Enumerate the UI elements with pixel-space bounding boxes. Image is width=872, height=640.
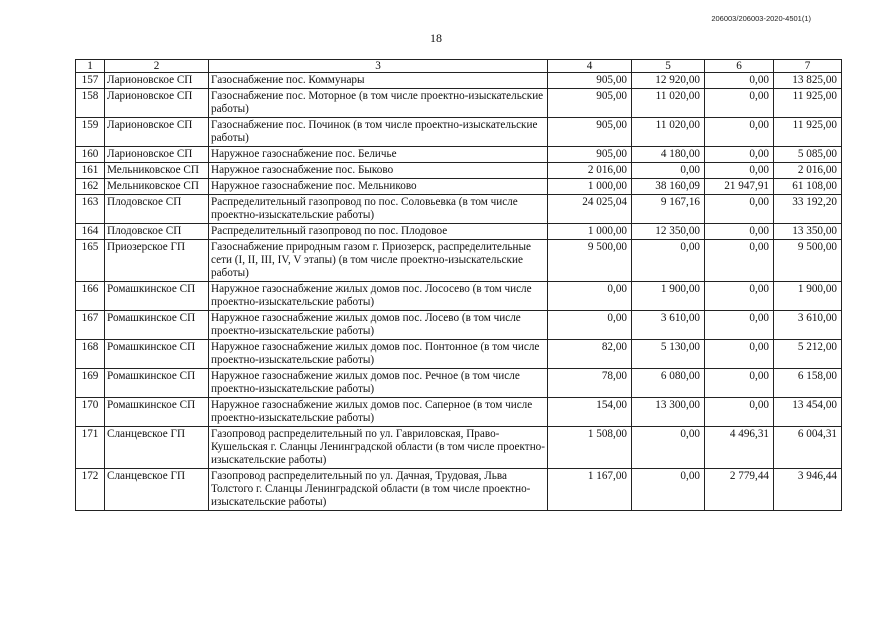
municipality-cell: Плодовское СП bbox=[105, 224, 209, 240]
table-row bbox=[76, 282, 842, 311]
column-header: 4 bbox=[548, 60, 632, 73]
municipality-cell: Ларионовское СП bbox=[105, 73, 209, 89]
table-row bbox=[76, 240, 842, 282]
column-header: 1 bbox=[76, 60, 105, 73]
value-cell-7: 5 085,00 bbox=[774, 147, 842, 163]
document-id: 206003/206003-2020-4501(1) bbox=[711, 14, 811, 23]
row-number: 161 bbox=[76, 163, 105, 179]
value-cell-4: 905,00 bbox=[548, 147, 632, 163]
value-cell-6: 4 496,31 bbox=[705, 427, 774, 469]
value-cell-5: 12 350,00 bbox=[632, 224, 705, 240]
value-cell-5: 9 167,16 bbox=[632, 195, 705, 224]
description-cell: Газопровод распределительный по ул. Гавриловская, Право-Кушельская г. Сланцы Ленинградской области (в том числе проектно-изыскательские работы) bbox=[209, 427, 548, 469]
value-cell-4: 0,00 bbox=[548, 311, 632, 340]
value-cell-7: 3 946,44 bbox=[774, 469, 842, 511]
value-cell-6: 2 779,44 bbox=[705, 469, 774, 511]
value-cell-4: 1 167,00 bbox=[548, 469, 632, 511]
description-cell: Газопровод распределительный по ул. Дачная, Трудовая, Льва Толстого г. Сланцы Ленинградской области (в том числе проектно-изыскательские работы) bbox=[209, 469, 548, 511]
description-cell: Газоснабжение пос. Моторное (в том числе проектно-изыскательские работы) bbox=[209, 89, 548, 118]
municipality-cell: Плодовское СП bbox=[105, 195, 209, 224]
value-cell-5: 0,00 bbox=[632, 427, 705, 469]
table-row bbox=[76, 89, 842, 118]
row-number: 170 bbox=[76, 398, 105, 427]
value-cell-6: 0,00 bbox=[705, 369, 774, 398]
municipality-cell: Ромашкинское СП bbox=[105, 311, 209, 340]
municipality-cell: Мельниковское СП bbox=[105, 179, 209, 195]
value-cell-6: 21 947,91 bbox=[705, 179, 774, 195]
table-body bbox=[76, 73, 842, 511]
row-number: 168 bbox=[76, 340, 105, 369]
row-number: 169 bbox=[76, 369, 105, 398]
page-number: 18 bbox=[430, 31, 442, 45]
table-row bbox=[76, 340, 842, 369]
column-header: 5 bbox=[632, 60, 705, 73]
row-number: 166 bbox=[76, 282, 105, 311]
value-cell-5: 0,00 bbox=[632, 240, 705, 282]
description-cell: Наружное газоснабжение жилых домов пос. Понтонное (в том числе проектно-изыскательские работы) bbox=[209, 340, 548, 369]
description-cell: Наружное газоснабжение жилых домов пос. Речное (в том числе проектно-изыскательские работы) bbox=[209, 369, 548, 398]
description-cell: Газоснабжение пос. Починок (в том числе проектно-изыскательские работы) bbox=[209, 118, 548, 147]
description-cell: Газоснабжение природным газом г. Приозерск, распределительные сети (I, II, III, IV, V этапы) (в том числе проектно-изыскательские работы) bbox=[209, 240, 548, 282]
value-cell-7: 9 500,00 bbox=[774, 240, 842, 282]
value-cell-7: 33 192,20 bbox=[774, 195, 842, 224]
value-cell-7: 61 108,00 bbox=[774, 179, 842, 195]
table-row bbox=[76, 118, 842, 147]
description-cell: Распределительный газопровод по пос. Соловьевка (в том числе проектно-изыскательские работы) bbox=[209, 195, 548, 224]
value-cell-7: 6 158,00 bbox=[774, 369, 842, 398]
value-cell-4: 154,00 bbox=[548, 398, 632, 427]
table-header-row bbox=[76, 60, 842, 73]
row-number: 165 bbox=[76, 240, 105, 282]
row-number: 163 bbox=[76, 195, 105, 224]
municipality-cell: Приозерское ГП bbox=[105, 240, 209, 282]
table-row bbox=[76, 179, 842, 195]
row-number: 171 bbox=[76, 427, 105, 469]
value-cell-4: 905,00 bbox=[548, 73, 632, 89]
value-cell-6: 0,00 bbox=[705, 340, 774, 369]
municipality-cell: Ромашкинское СП bbox=[105, 369, 209, 398]
table-row bbox=[76, 427, 842, 469]
value-cell-6: 0,00 bbox=[705, 147, 774, 163]
value-cell-5: 6 080,00 bbox=[632, 369, 705, 398]
row-number: 162 bbox=[76, 179, 105, 195]
value-cell-7: 3 610,00 bbox=[774, 311, 842, 340]
value-cell-6: 0,00 bbox=[705, 282, 774, 311]
row-number: 157 bbox=[76, 73, 105, 89]
municipality-cell: Мельниковское СП bbox=[105, 163, 209, 179]
value-cell-7: 6 004,31 bbox=[774, 427, 842, 469]
municipality-cell: Ларионовское СП bbox=[105, 89, 209, 118]
value-cell-5: 13 300,00 bbox=[632, 398, 705, 427]
row-number: 158 bbox=[76, 89, 105, 118]
description-cell: Наружное газоснабжение жилых домов пос. Лосево (в том числе проектно-изыскательские работы) bbox=[209, 311, 548, 340]
value-cell-5: 5 130,00 bbox=[632, 340, 705, 369]
value-cell-4: 905,00 bbox=[548, 89, 632, 118]
value-cell-7: 11 925,00 bbox=[774, 89, 842, 118]
row-number: 160 bbox=[76, 147, 105, 163]
municipality-cell: Сланцевское ГП bbox=[105, 427, 209, 469]
value-cell-4: 905,00 bbox=[548, 118, 632, 147]
value-cell-7: 13 825,00 bbox=[774, 73, 842, 89]
value-cell-6: 0,00 bbox=[705, 163, 774, 179]
value-cell-6: 0,00 bbox=[705, 398, 774, 427]
value-cell-4: 1 000,00 bbox=[548, 179, 632, 195]
description-cell: Наружное газоснабжение жилых домов пос. Саперное (в том числе проектно-изыскательские работы) bbox=[209, 398, 548, 427]
column-header: 7 bbox=[774, 60, 842, 73]
value-cell-6: 0,00 bbox=[705, 118, 774, 147]
data-table bbox=[75, 59, 842, 511]
description-cell: Газоснабжение пос. Коммунары bbox=[209, 73, 548, 89]
value-cell-4: 78,00 bbox=[548, 369, 632, 398]
municipality-cell: Ромашкинское СП bbox=[105, 398, 209, 427]
value-cell-6: 0,00 bbox=[705, 89, 774, 118]
column-header: 3 bbox=[209, 60, 548, 73]
municipality-cell: Ларионовское СП bbox=[105, 118, 209, 147]
row-number: 172 bbox=[76, 469, 105, 511]
value-cell-6: 0,00 bbox=[705, 311, 774, 340]
value-cell-5: 4 180,00 bbox=[632, 147, 705, 163]
value-cell-7: 11 925,00 bbox=[774, 118, 842, 147]
value-cell-5: 11 020,00 bbox=[632, 89, 705, 118]
value-cell-5: 0,00 bbox=[632, 163, 705, 179]
table-row bbox=[76, 398, 842, 427]
value-cell-7: 1 900,00 bbox=[774, 282, 842, 311]
value-cell-7: 2 016,00 bbox=[774, 163, 842, 179]
value-cell-5: 38 160,09 bbox=[632, 179, 705, 195]
municipality-cell: Ромашкинское СП bbox=[105, 282, 209, 311]
municipality-cell: Ромашкинское СП bbox=[105, 340, 209, 369]
value-cell-7: 13 454,00 bbox=[774, 398, 842, 427]
value-cell-6: 0,00 bbox=[705, 195, 774, 224]
table-row bbox=[76, 311, 842, 340]
value-cell-5: 0,00 bbox=[632, 469, 705, 511]
value-cell-4: 1 000,00 bbox=[548, 224, 632, 240]
description-cell: Наружное газоснабжение пос. Мельниково bbox=[209, 179, 548, 195]
row-number: 159 bbox=[76, 118, 105, 147]
value-cell-4: 0,00 bbox=[548, 282, 632, 311]
value-cell-7: 13 350,00 bbox=[774, 224, 842, 240]
value-cell-5: 1 900,00 bbox=[632, 282, 705, 311]
value-cell-4: 9 500,00 bbox=[548, 240, 632, 282]
value-cell-6: 0,00 bbox=[705, 240, 774, 282]
table-row bbox=[76, 369, 842, 398]
value-cell-4: 82,00 bbox=[548, 340, 632, 369]
value-cell-5: 12 920,00 bbox=[632, 73, 705, 89]
value-cell-4: 1 508,00 bbox=[548, 427, 632, 469]
value-cell-7: 5 212,00 bbox=[774, 340, 842, 369]
value-cell-4: 2 016,00 bbox=[548, 163, 632, 179]
column-header: 2 bbox=[105, 60, 209, 73]
column-header: 6 bbox=[705, 60, 774, 73]
row-number: 167 bbox=[76, 311, 105, 340]
table-row bbox=[76, 163, 842, 179]
table-row bbox=[76, 195, 842, 224]
municipality-cell: Сланцевское ГП bbox=[105, 469, 209, 511]
value-cell-6: 0,00 bbox=[705, 224, 774, 240]
value-cell-4: 24 025,04 bbox=[548, 195, 632, 224]
description-cell: Наружное газоснабжение пос. Быково bbox=[209, 163, 548, 179]
description-cell: Наружное газоснабжение пос. Беличье bbox=[209, 147, 548, 163]
table-row bbox=[76, 147, 842, 163]
description-cell: Распределительный газопровод по пос. Плодовое bbox=[209, 224, 548, 240]
table-row bbox=[76, 469, 842, 511]
table-row bbox=[76, 224, 842, 240]
description-cell: Наружное газоснабжение жилых домов пос. Лососево (в том числе проектно-изыскательские работы) bbox=[209, 282, 548, 311]
row-number: 164 bbox=[76, 224, 105, 240]
municipality-cell: Ларионовское СП bbox=[105, 147, 209, 163]
value-cell-5: 11 020,00 bbox=[632, 118, 705, 147]
value-cell-5: 3 610,00 bbox=[632, 311, 705, 340]
table-row bbox=[76, 73, 842, 89]
value-cell-6: 0,00 bbox=[705, 73, 774, 89]
